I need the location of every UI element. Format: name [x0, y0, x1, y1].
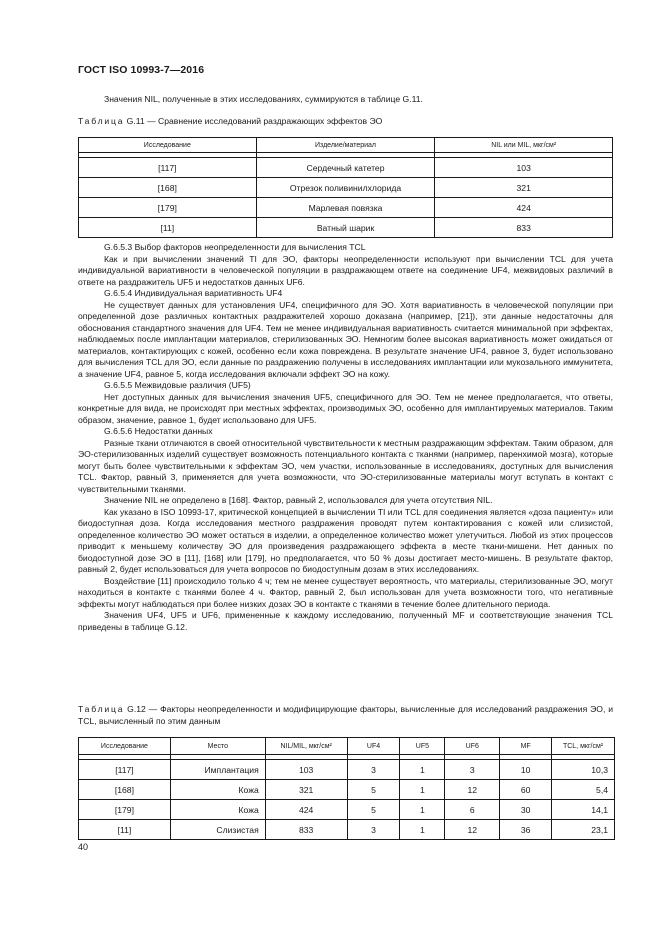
table-cell: 103	[435, 158, 613, 178]
table-cell: 3	[347, 760, 400, 780]
table-cell: 23,1	[552, 820, 615, 840]
section-heading: G.6.5.3 Выбор факторов неопределенности для вычисления TCL	[104, 242, 366, 252]
section-heading: G.6.5.6 Недостатки данных	[104, 426, 213, 436]
table-cell: 103	[265, 760, 347, 780]
table-cell: 3	[347, 820, 400, 840]
table-row	[79, 178, 613, 198]
table-cell: Ватный шарик	[256, 218, 435, 238]
table-cell: 833	[265, 820, 347, 840]
paragraph: Как и при вычислении значений TI для ЭО, факторы неопределенности используют при вычислении TCL для учета индивидуальной вариативности в человеческой популяции в раздражающем ответе на соединение UF4, межвидовых различий в ответе на раздражитель UF5 и недостатков данных UF6.	[78, 253, 613, 287]
column-header: Исследование	[79, 738, 171, 755]
table-cell: 424	[435, 198, 613, 218]
table-cell: 10,3	[552, 760, 615, 780]
table-cell: Отрезок поливинилхлорида	[256, 178, 435, 198]
table-caption-text: G.12 — Факторы неопределенности и модифицирующие факторы, вычисленные для исследований раздражения ЭО, и TCL, вычисленный по этим данным	[78, 704, 613, 726]
table-caption-word: Таблица	[78, 704, 125, 714]
table-cell: [11]	[79, 820, 171, 840]
table-cell: 30	[500, 800, 552, 820]
paragraph: Значения UF4, UF5 и UF6, примененные к каждому исследованию, полученный MF и соответствующие значения TCL приведены в таблице G.12.	[78, 610, 613, 632]
table-cell: 1	[400, 800, 445, 820]
table-cell: Кожа	[170, 780, 265, 800]
table-cell: 1	[400, 820, 445, 840]
table-cell: Слизистая	[170, 820, 265, 840]
paragraph: Воздействие [11] происходило только 4 ч; тем не менее существует вероятность, что материалы, стерилизованные ЭО, могут находиться в контакте с тканями более 4 ч. Фактор, равный 2, был использован для учета возможности того, что негативные эффекты могут наблюдаться при более низких дозах ЭО в контакте с тканями в течение более длительного периода.	[78, 575, 613, 609]
table-cell: 5	[347, 800, 400, 820]
table-cell: 5,4	[552, 780, 615, 800]
table-cell: [179]	[79, 198, 257, 218]
table-cell: Кожа	[170, 800, 265, 820]
table-cell: [117]	[79, 158, 257, 178]
table-cell: 12	[445, 820, 500, 840]
column-header: Исследование	[79, 138, 257, 153]
table-row	[79, 800, 615, 820]
table-cell: 3	[445, 760, 500, 780]
table-header-row	[79, 138, 613, 153]
document-header: ГОСТ ISO 10993-7—2016	[78, 64, 205, 76]
section-heading: G.6.5.5 Межвидовые различия (UF5)	[104, 380, 251, 390]
table-caption-text: G.11 — Сравнение исследований раздражающих эффектов ЭО	[124, 116, 383, 126]
paragraph: Не существует данных для установления UF4, специфичного для ЭО. Хотя вариативность в человеческой популяции при определенной дозе различных контактных раздражителей хорошо доказана (например, [21]), эти данные недостаточны для обоснования стандартного значения для UF4. Тем не менее индивидуальная вариативность считается минимальной при эффектах, наблюдаемых после имплантации материалов, стерилизованных ЭО. Немногим более высокая вариативность может ожидаться от материалов, контактирующих с кожей, особенно если кожа повреждена. В результате значение UF4, равное 3, будет использовано для вычисления TCL для ЭО, если данные по раздражению получены в исследованиях имплантации или мукозального иммунитета, а значение UF4, равное 5, когда исследования включали эффект ЭО на кожу.	[78, 299, 613, 379]
table-row	[79, 158, 613, 178]
table-cell: 5	[347, 780, 400, 800]
table-header-row	[79, 738, 615, 755]
table-cell: Сердечный катетер	[256, 158, 435, 178]
table-cell: 833	[435, 218, 613, 238]
column-header: NIL/MIL, мкг/см²	[265, 738, 347, 755]
table-cell: 1	[400, 760, 445, 780]
table-row	[79, 760, 615, 780]
table-cell: 424	[265, 800, 347, 820]
table-g11-caption	[78, 116, 382, 126]
table-row	[79, 780, 615, 800]
table-g12-caption	[78, 704, 613, 727]
paragraph: Разные ткани отличаются в своей относительной чувствительности к местным раздражающим эффектам. Таким образом, для ЭО-стерилизованных изделий существует возможность потенциального контакта с тканями (например, паренхимой мозга), которые могут быть более чувствительными к эффектам ЭО, чем участки, использованные в исследованиях, доступных для вычисления TCL. Фактор, равный 3, применяется для учета возможности, что ЭО-стерилизованные материалы могут вступать в контакт с чувствительными тканями.	[78, 437, 613, 494]
table-cell: Имплантация	[170, 760, 265, 780]
paragraph: Как указано в ISO 10993-17, критической концепцией в вычислении TI или TCL для соединения является «доза пациенту» или биодоступная доза. Когда исследования местного раздражения проводят путем контактирования с кожей или слизистой, определенное количество ЭО может остаться в изделии, а определенное количество может улетучиться. Любой из этих процессов приводит к меньшему количеству ЭО для произведения раздражающего эффекта в месте ткани-мишени. Нет данных по биодоступной дозе ЭО в [11], [168] или [179], но предполагается, что 50 % дозы достигает место-мишень. В результате фактор, равный 2, будет использоваться для учета вопросов по биодоступным дозам в этих исследованиях.	[78, 506, 613, 574]
body-text	[78, 242, 613, 633]
paragraph: Нет доступных данных для вычисления значения UF5, специфичного для ЭО. Тем не менее предполагается, что ответы, конкретные для вида, не происходят при местных эффектах, производимых ЭО, особенно для имплантируемых материалов. Таким образом, значение, равное 1, будет использовано для UF5.	[78, 391, 613, 425]
table-row	[79, 820, 615, 840]
column-header: NIL или MIL, мкг/см²	[435, 138, 613, 153]
section-heading: G.6.5.4 Индивидуальная вариативность UF4	[104, 288, 283, 298]
table-row	[79, 198, 613, 218]
table-row	[79, 218, 613, 238]
table-cell: 1	[400, 780, 445, 800]
page-number: 40	[78, 842, 89, 852]
table-cell: 321	[435, 178, 613, 198]
table-caption-word: Таблица	[78, 116, 125, 126]
table-cell: 14,1	[552, 800, 615, 820]
column-header: UF4	[347, 738, 400, 755]
table-cell: [117]	[79, 760, 171, 780]
table-cell: 321	[265, 780, 347, 800]
column-header: Изделие/материал	[256, 138, 435, 153]
paragraph: Значение NIL не определено в [168]. Фактор, равный 2, использовался для учета отсутствия NIL.	[104, 495, 493, 505]
column-header: UF5	[400, 738, 445, 755]
column-header: Место	[170, 738, 265, 755]
table-cell: Марлевая повязка	[256, 198, 435, 218]
intro-paragraph: Значения NIL, полученные в этих исследованиях, суммируются в таблице G.11.	[104, 94, 423, 104]
table-g12	[78, 737, 615, 840]
column-header: TCL, мкг/см²	[552, 738, 615, 755]
table-cell: 12	[445, 780, 500, 800]
table-cell: 60	[500, 780, 552, 800]
table-cell: [11]	[79, 218, 257, 238]
table-cell: [168]	[79, 780, 171, 800]
table-cell: [179]	[79, 800, 171, 820]
table-cell: 36	[500, 820, 552, 840]
column-header: UF6	[445, 738, 500, 755]
table-g11	[78, 137, 613, 238]
table-cell: 10	[500, 760, 552, 780]
column-header: MF	[500, 738, 552, 755]
table-cell: 6	[445, 800, 500, 820]
table-cell: [168]	[79, 178, 257, 198]
